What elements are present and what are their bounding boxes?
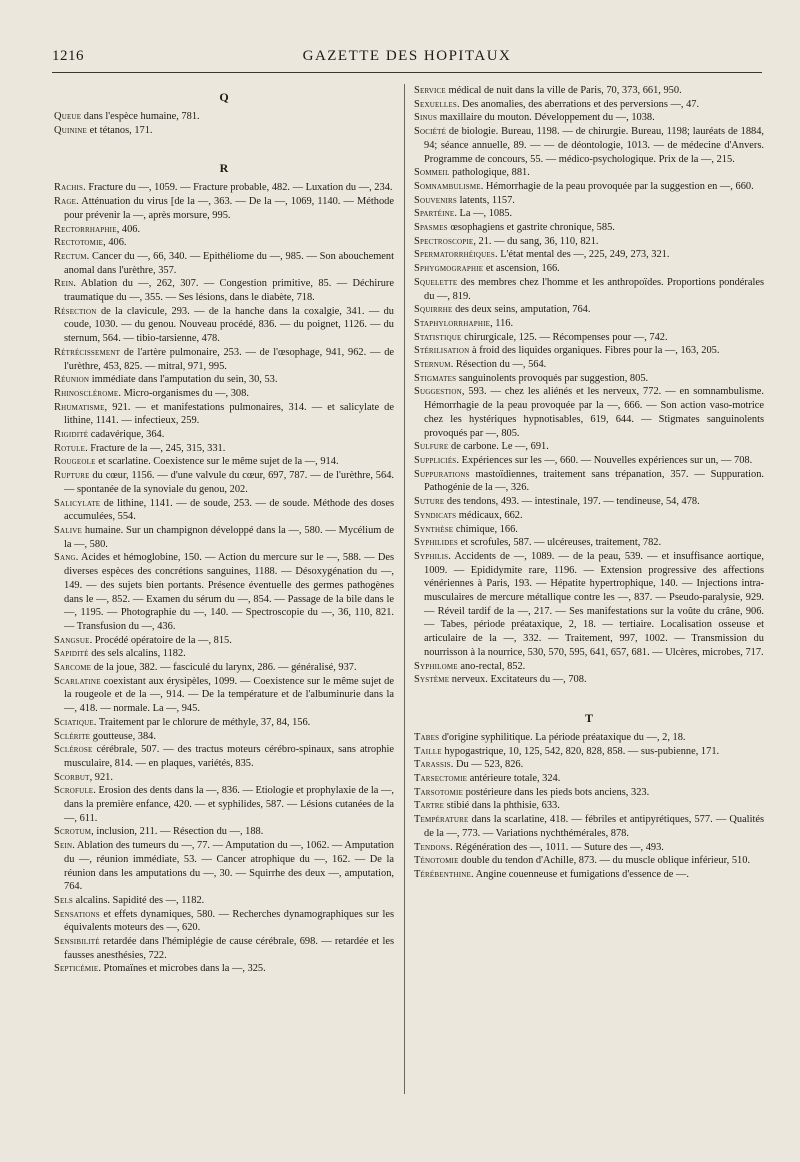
index-entry: [414, 385, 764, 440]
entry-keyword: Rotule: [54, 442, 86, 454]
index-entry: [54, 455, 394, 469]
index-entry: [414, 331, 764, 345]
entry-text: . Hémorrhagie de la peau provoquée par la suggestion en —, 660.: [480, 180, 754, 192]
entry-keyword: Synthèse: [414, 523, 454, 535]
entry-keyword: Rétrécissement: [54, 346, 121, 358]
entry-keyword: Sclérite: [54, 730, 91, 742]
entry-text: . Ablation des tumeurs du —, 77. — Amputation du —, 1062. — Amputation du —, réunion immédiate, 53. — Cancer atrophique du —, 162. — De la réunion dans les amputations du —, 30. — Squirrhe des deux —, amputation, 764.: [64, 840, 394, 893]
index-entry: [54, 894, 394, 908]
entry-text: pathologique, 881.: [449, 167, 530, 179]
index-entry: [54, 908, 394, 935]
entry-text: œsophagiens et gastrite chronique, 585.: [447, 222, 615, 234]
index-entry: [54, 373, 394, 387]
entry-text: . Fracture de la —, 245, 315, 331.: [85, 442, 226, 454]
entry-text: à froid des liquides organiques. Fibres pour la —, 163, 205.: [469, 345, 720, 357]
entry-text: dans la scarlatine, 418. — fébriles et antipyrétiques, 577. — Qualités de la —, 773. — Variations nychthémérales, 878.: [424, 814, 764, 839]
index-entry: [414, 523, 764, 537]
index-entry: [54, 277, 394, 304]
entry-keyword: Tarsotomie: [414, 786, 464, 798]
entry-keyword: Syphilides: [414, 537, 458, 549]
entry-text: hypogastrique, 10, 125, 542, 820, 828, 858. — sus-pubienne, 171.: [441, 745, 720, 757]
index-entry: [54, 442, 394, 456]
index-entry: [54, 110, 394, 124]
entry-keyword: Rigidité: [54, 429, 89, 441]
entry-keyword: Spartéine: [414, 208, 455, 220]
entry-keyword: Sclérose: [54, 744, 93, 756]
entry-keyword: Spectroscopie: [414, 235, 474, 247]
entry-keyword: Syndicats: [414, 509, 457, 521]
entry-keyword: Statistique: [414, 331, 462, 343]
entry-keyword: Somnambulisme: [414, 180, 481, 192]
section-letter: R: [219, 161, 229, 176]
index-entry: [414, 166, 764, 180]
entry-keyword: Souvenirs: [414, 194, 457, 206]
entry-keyword: Réunion: [54, 374, 90, 386]
entry-keyword: Suppurations: [414, 468, 470, 480]
entry-keyword: Sciatique: [54, 716, 94, 728]
journal-title: GAZETTE DES HOPITAUX: [302, 48, 512, 64]
index-entry: [414, 194, 764, 208]
section-gap: [414, 687, 764, 705]
index-entry: [414, 550, 764, 660]
index-entry: [54, 730, 394, 744]
entry-text: . Régénération des —, 1011. — Suture des —, 493.: [450, 841, 664, 853]
entry-text: , inclusion, 211. — Résection du —, 188.: [91, 826, 264, 838]
entry-text: de biologie. Bureau, 1198. — de chirurgie. Bureau, 1198; lauréats de 1884, 94; séance annuelle, 89. — — de déontologie, 1013. — de médecine d'Anvers. Programme de concours, 55. — médico-psychologique. Prix de la —, 215.: [424, 126, 764, 165]
entry-keyword: Tartre: [414, 800, 445, 812]
index-entry: [414, 372, 764, 386]
index-entry: [54, 124, 394, 138]
entry-keyword: Sangsue: [54, 634, 90, 646]
index-entry: [414, 841, 764, 855]
entry-text: maxillaire du mouton. Développement du —, 1038.: [437, 112, 655, 124]
index-entry: [54, 401, 394, 428]
entry-text: . Atténuation du virus [de la —, 363. — De la —, 1069, 1140. — Méthode pour prévenir la —, après morsure, 995.: [64, 196, 394, 221]
index-entry: [54, 346, 394, 373]
entry-text: latents, 1157.: [456, 194, 515, 206]
entry-text: , 406.: [116, 223, 141, 235]
index-entry: [54, 223, 394, 237]
index-entry: [54, 524, 394, 551]
entry-text: postérieure dans les pieds bots anciens, 323.: [463, 786, 650, 798]
entry-keyword: Stérilisation: [414, 345, 470, 357]
entry-text: . Micro-organismes du —, 308.: [118, 387, 249, 399]
entry-keyword: Rectum: [54, 250, 87, 262]
entry-text: mastoïdiennes, traitement sans trépanation, 357. — Suppuration. Pathogénie de la —, 326.: [424, 468, 764, 494]
entry-text: dans l'espèce humaine, 781.: [81, 111, 200, 122]
entry-keyword: Rectotomie: [54, 237, 104, 249]
entry-text: . Erosion des dents dans la —, 836. — Etiologie et prophylaxie de la —, dans la première enfance, 420. — et syphilides, 587. — Lésions cutanées de la —, 611.: [64, 785, 394, 824]
index-entry: [414, 799, 764, 813]
entry-keyword: Rein: [54, 278, 74, 290]
entry-text: des tendons, 493. — intestinale, 197. — tendineuse, 54, 478.: [444, 496, 700, 508]
entry-text: . Fracture du —, 1059. — Fracture probable, 482. — Luxation du —, 234.: [83, 182, 393, 194]
entry-keyword: Service: [414, 85, 446, 96]
index-entry: [414, 84, 764, 98]
entry-text: et effets dynamiques, 580. — Recherches dynamographiques sur les équivalents moteurs des —, 620.: [64, 908, 394, 934]
index-entry: [54, 825, 394, 839]
index-entry: [54, 305, 394, 346]
entry-text: . Ptomaïnes et microbes dans la —, 325.: [98, 963, 266, 975]
entry-keyword: Résection: [54, 305, 97, 317]
left-column: [54, 84, 394, 976]
entry-keyword: Sels: [54, 894, 74, 906]
section-gap: [54, 137, 394, 155]
index-entry: [414, 98, 764, 112]
entry-text: et tétanos, 171.: [87, 124, 153, 136]
index-entry: [414, 125, 764, 166]
entry-text: de l'artère pulmonaire, 253. — de l'œsophage, 941, 962. — de l'urèthre, 453, 825. — mitral, 971, 995.: [64, 346, 394, 372]
entry-keyword: Taille: [414, 745, 442, 757]
index-entry: [414, 111, 764, 125]
entry-keyword: Salive: [54, 524, 82, 536]
entry-keyword: Tarassis: [414, 759, 451, 771]
index-entry: [54, 387, 394, 401]
index-entry: [54, 428, 394, 442]
index-entry: [414, 536, 764, 550]
index-entry: [414, 495, 764, 509]
entry-keyword: Tarsectomie: [414, 773, 468, 785]
entry-keyword: Température: [414, 814, 469, 826]
section-letter: Q: [219, 90, 229, 104]
entry-text: humaine. Sur un champignon développé dans la —, 580. — Mycélium de la —, 580.: [64, 524, 394, 550]
entry-keyword: Suggestion: [414, 386, 462, 398]
entry-keyword: Scrofule: [54, 785, 94, 797]
entry-keyword: Rhumatisme: [54, 401, 105, 413]
entry-text: et ascension, 166.: [483, 263, 560, 275]
entry-keyword: Sensibilité: [54, 936, 100, 948]
column-divider: [404, 84, 405, 1094]
index-entry: [414, 454, 764, 468]
entry-keyword: Sang: [54, 552, 76, 564]
index-entry: [414, 221, 764, 235]
index-entry: [414, 440, 764, 454]
entry-keyword: Sarcome: [54, 662, 92, 674]
entry-keyword: Sensations: [54, 908, 100, 920]
index-entry: [414, 509, 764, 523]
entry-text: , 593. — chez les aliénés et les nerveux, 772. — en somnambulisme. Hémorrhagie de la peau provoquée par la —, 666. — Son action vaso-motrice chez les hystériques hypnotisables, 619, 644. — Stigmates sanguinolents provoqués par —, 805.: [424, 386, 764, 439]
entry-text: de la joue, 382. — fasciculé du larynx, 286. — généralisé, 937.: [91, 662, 357, 674]
entry-text: de carbone. Le —, 691.: [448, 441, 549, 453]
entry-keyword: Sphygmographie: [414, 263, 484, 275]
index-entry: [54, 675, 394, 716]
right-column: [414, 84, 764, 882]
entry-text: . Accidents de —, 1089. — de la peau, 539. — et insuffisance aortique, 1009. — Epididymite rare, 1196. — Extension progressive des affections vénériennes à Paris, 193. — Hépatite hypertrophique, 140. — Injections intra-musculaires de mercure métallique contre les —, 837. — Pseudo-paralysie, 929. — Réveil tardif de la —, 217. — Ses manifestations sur la voûte du crâne, 906. — Tabes, période préataxique, 2, 18. — tertiaire. Localisation osseuse et articulaire de la —, 332. — Traitement, 997, 1002. — Transmission du nourrisson à la nourrice, 530, 570, 595, 641, 657, 681. — Ulcères, microbes, 717.: [424, 550, 764, 658]
entry-text: et scrofules, 587. — ulcéreuses, traitement, 782.: [457, 537, 662, 549]
entry-text: nerveux. Excitateurs du —, 708.: [449, 674, 587, 686]
index-entry: [414, 248, 764, 262]
entry-keyword: Sexuelles: [414, 98, 457, 110]
entry-text: et scarlatine. Coexistence sur le même sujet de la —, 914.: [95, 456, 339, 468]
entry-text: . Des anomalies, des aberrations et des perversions —, 47.: [456, 98, 700, 110]
entry-text: cadavérique, 364.: [88, 429, 165, 441]
entry-keyword: Sulfure: [414, 441, 449, 453]
entry-text: . L'état mental des —, 225, 249, 273, 321.: [495, 249, 670, 261]
index-entry: [414, 207, 764, 221]
index-entry: [414, 813, 764, 840]
entry-text: , 921. — et manifestations pulmonaires, 314. — et salicylate de lithine, 1141. — infectieux, 259.: [64, 401, 394, 427]
page-number: 1216: [52, 48, 84, 64]
entry-keyword: Ténotomie: [414, 855, 459, 867]
index-entry: [414, 758, 764, 772]
entry-text: . La —, 1085.: [454, 208, 513, 220]
index-entry: [414, 731, 764, 745]
index-entry: [54, 647, 394, 661]
index-entry: [414, 317, 764, 331]
entry-keyword: Scarlatine: [54, 675, 101, 687]
entry-text: médicaux, 662.: [456, 509, 523, 521]
entry-text: antérieure totale, 324.: [467, 773, 561, 785]
entry-keyword: Système: [414, 674, 450, 686]
index-entry: [54, 716, 394, 730]
entry-keyword: Squelette: [414, 276, 458, 288]
index-entry: [54, 195, 394, 222]
entry-text: , 921.: [89, 771, 113, 783]
index-entry: [54, 634, 394, 648]
index-entry: [414, 180, 764, 194]
entry-text: retardée dans l'hémiplégie de cause cérébrale, 698. — retardée et les fausses anesthésies, 722.: [64, 936, 394, 961]
index-entry: [414, 745, 764, 759]
entry-keyword: Rupture: [54, 470, 90, 482]
entry-text: goutteuse, 384.: [90, 730, 156, 742]
index-entry: [54, 839, 394, 894]
index-entry: [54, 771, 394, 785]
entry-keyword: Sternum: [414, 359, 451, 371]
entry-text: des sels alcalins, 1182.: [88, 648, 186, 660]
entry-keyword: Suppliciés: [414, 454, 457, 466]
index-entry: [414, 468, 764, 495]
page-header: [52, 42, 762, 73]
entry-text: , 21. — du sang, 36, 110, 821.: [473, 235, 599, 247]
entry-text: , 116.: [490, 317, 514, 329]
index-entry: [414, 344, 764, 358]
index-entry: [54, 962, 394, 976]
index-entry: [54, 250, 394, 277]
entry-text: . Du — 523, 826.: [450, 759, 524, 771]
entry-keyword: Rage: [54, 196, 77, 208]
entry-keyword: Staphylorrhaphie: [414, 317, 491, 329]
entry-text: des membres chez l'homme et les anthropoïdes. Proportions pondérales du —, 819.: [424, 276, 764, 302]
index-entry: [54, 935, 394, 962]
entry-text: des deux seins, amputation, 764.: [452, 304, 591, 316]
entry-text: de la clavicule, 293. — de la hanche dans la coxalgie, 341. — du coude, 1030. — du genou. Nouveau procédé, 836. — du poignet, 1126. — du sternum, 564. — tibio-tarsienne, 478.: [64, 305, 394, 345]
entry-text: . Ablation du —, 262, 307. — Congestion primitive, 85. — Déchirure traumatique du —, 355. — Ses lésions, dans le diabète, 718.: [64, 278, 394, 304]
entry-text: double du tendon d'Achille, 873. — du muscle oblique inférieur, 510.: [458, 855, 751, 867]
entry-keyword: Stigmates: [414, 372, 457, 384]
index-entry: [54, 181, 394, 195]
index-entry: [54, 661, 394, 675]
index-entry: [54, 743, 394, 770]
entry-keyword: Quinine: [54, 124, 88, 136]
entry-text: coexistant aux érysipèles, 1099. — Coexistence sur le même sujet de la rougeole et de la —, 914. — De la température et de l'albuminurie dans la —, 418. — normale. La —, 945.: [64, 675, 394, 715]
entry-keyword: Térébenthine: [414, 868, 471, 880]
index-entry: [54, 469, 394, 496]
entry-text: . Cancer du —, 66, 340. — Epithéliome du —, 985. — Son abouchement anomal dans l'urèthre, 357.: [64, 250, 394, 276]
entry-keyword: Spasmes: [414, 222, 448, 234]
entry-keyword: Sein: [54, 840, 73, 852]
index-entry: [414, 660, 764, 674]
entry-text: . Angine couenneuse et fumigations d'essence de —.: [470, 868, 689, 880]
entry-keyword: Sommeil: [414, 167, 450, 179]
index-entry: [414, 358, 764, 372]
index-entry: [54, 551, 394, 633]
entry-keyword: Septicémie: [54, 963, 99, 975]
entry-keyword: Syphilome: [414, 660, 458, 672]
entry-keyword: Scorbut: [54, 771, 90, 783]
entry-text: . Résection du —, 564.: [450, 359, 547, 371]
entry-keyword: Spermatorrhéiques: [414, 249, 496, 261]
entry-keyword: Scrotum: [54, 826, 92, 838]
entry-text: . Procédé opératoire de la —, 815.: [89, 634, 232, 646]
entry-text: stibié dans la phthisie, 633.: [444, 800, 560, 812]
entry-text: ano-rectal, 852.: [457, 660, 526, 672]
entry-keyword: Sinus: [414, 112, 438, 124]
entry-keyword: Rachis: [54, 182, 84, 194]
index-entry: [414, 854, 764, 868]
index-entry: [54, 784, 394, 825]
entry-text: chirurgicale, 125. — Récompenses pour —, 742.: [461, 331, 668, 343]
entry-text: chimique, 166.: [453, 523, 518, 535]
entry-keyword: Suture: [414, 496, 445, 508]
section-letter: T: [584, 710, 593, 725]
index-entry: [414, 235, 764, 249]
entry-text: d'origine syphilitique. La période préataxique du —, 2, 18.: [439, 731, 686, 743]
entry-text: sanguinolents provoqués par suggestion, 805.: [456, 372, 649, 384]
entry-text: de lithine, 1141. — de soude, 253. — de soude. Méthode des doses accumulées, 554.: [64, 497, 394, 523]
entry-text: médical de nuit dans la ville de Paris, 70, 373, 661, 950.: [445, 85, 682, 96]
entry-text: du cœur, 1156. — d'une valvule du cœur, 697, 787. — de l'urèthre, 564. — spontanée de la synoviale du genou, 202.: [64, 470, 394, 495]
index-entry: [414, 786, 764, 800]
entry-keyword: Tabes: [414, 731, 440, 743]
entry-keyword: Tendons: [414, 841, 451, 853]
index-entry: [414, 868, 764, 882]
entry-keyword: Sapidité: [54, 648, 89, 660]
entry-text: cérébrale, 507. — des tractus moteurs cérébro-spinaux, sans atrophie musculaire, 814. — en plaques, variétés, 835.: [64, 744, 394, 769]
entry-keyword: Queue: [54, 111, 82, 122]
entry-keyword: Rectorrhaphie: [54, 223, 117, 235]
index-entry: [414, 772, 764, 786]
entry-text: alcalins. Sapidité des —, 1182.: [73, 894, 205, 906]
index-entry: [414, 262, 764, 276]
entry-text: immédiate dans l'amputation du sein, 30, 53.: [89, 374, 278, 386]
entry-keyword: Rhinosclérome: [54, 387, 119, 399]
entry-keyword: Société: [414, 126, 447, 138]
index-entry: [414, 303, 764, 317]
index-entry: [54, 236, 394, 250]
entry-text: , 406.: [103, 237, 127, 249]
index-entry: [414, 276, 764, 303]
entry-text: . Acides et hémoglobine, 150. — Action du mercure sur le —, 588. — Des diverses espèces des concrétions sanguines, 1188. — Désoxygénation du —, 149. — des sujets bien portants. Présence éventuelle des germes pathogènes dans le —, 852. — Examen du sérum du —, 854. — Passage de la bile dans le —, 1195. — Photographie du —, 140. — Spectroscopie du —, 36, 110, 821. — Transfusion du —, 436.: [64, 552, 394, 632]
entry-keyword: Rougeole: [54, 456, 96, 468]
entry-text: . Traitement par le chlorure de méthyle, 37, 84, 156.: [93, 716, 311, 728]
entry-keyword: Salicylate: [54, 497, 101, 509]
entry-keyword: Syphilis: [414, 550, 449, 562]
entry-keyword: Squirrhe: [414, 304, 453, 316]
index-entry: [54, 497, 394, 524]
entry-text: . Expériences sur les —, 660. — Nouvelles expériences sur un, — 708.: [456, 454, 753, 466]
index-entry: [414, 673, 764, 687]
